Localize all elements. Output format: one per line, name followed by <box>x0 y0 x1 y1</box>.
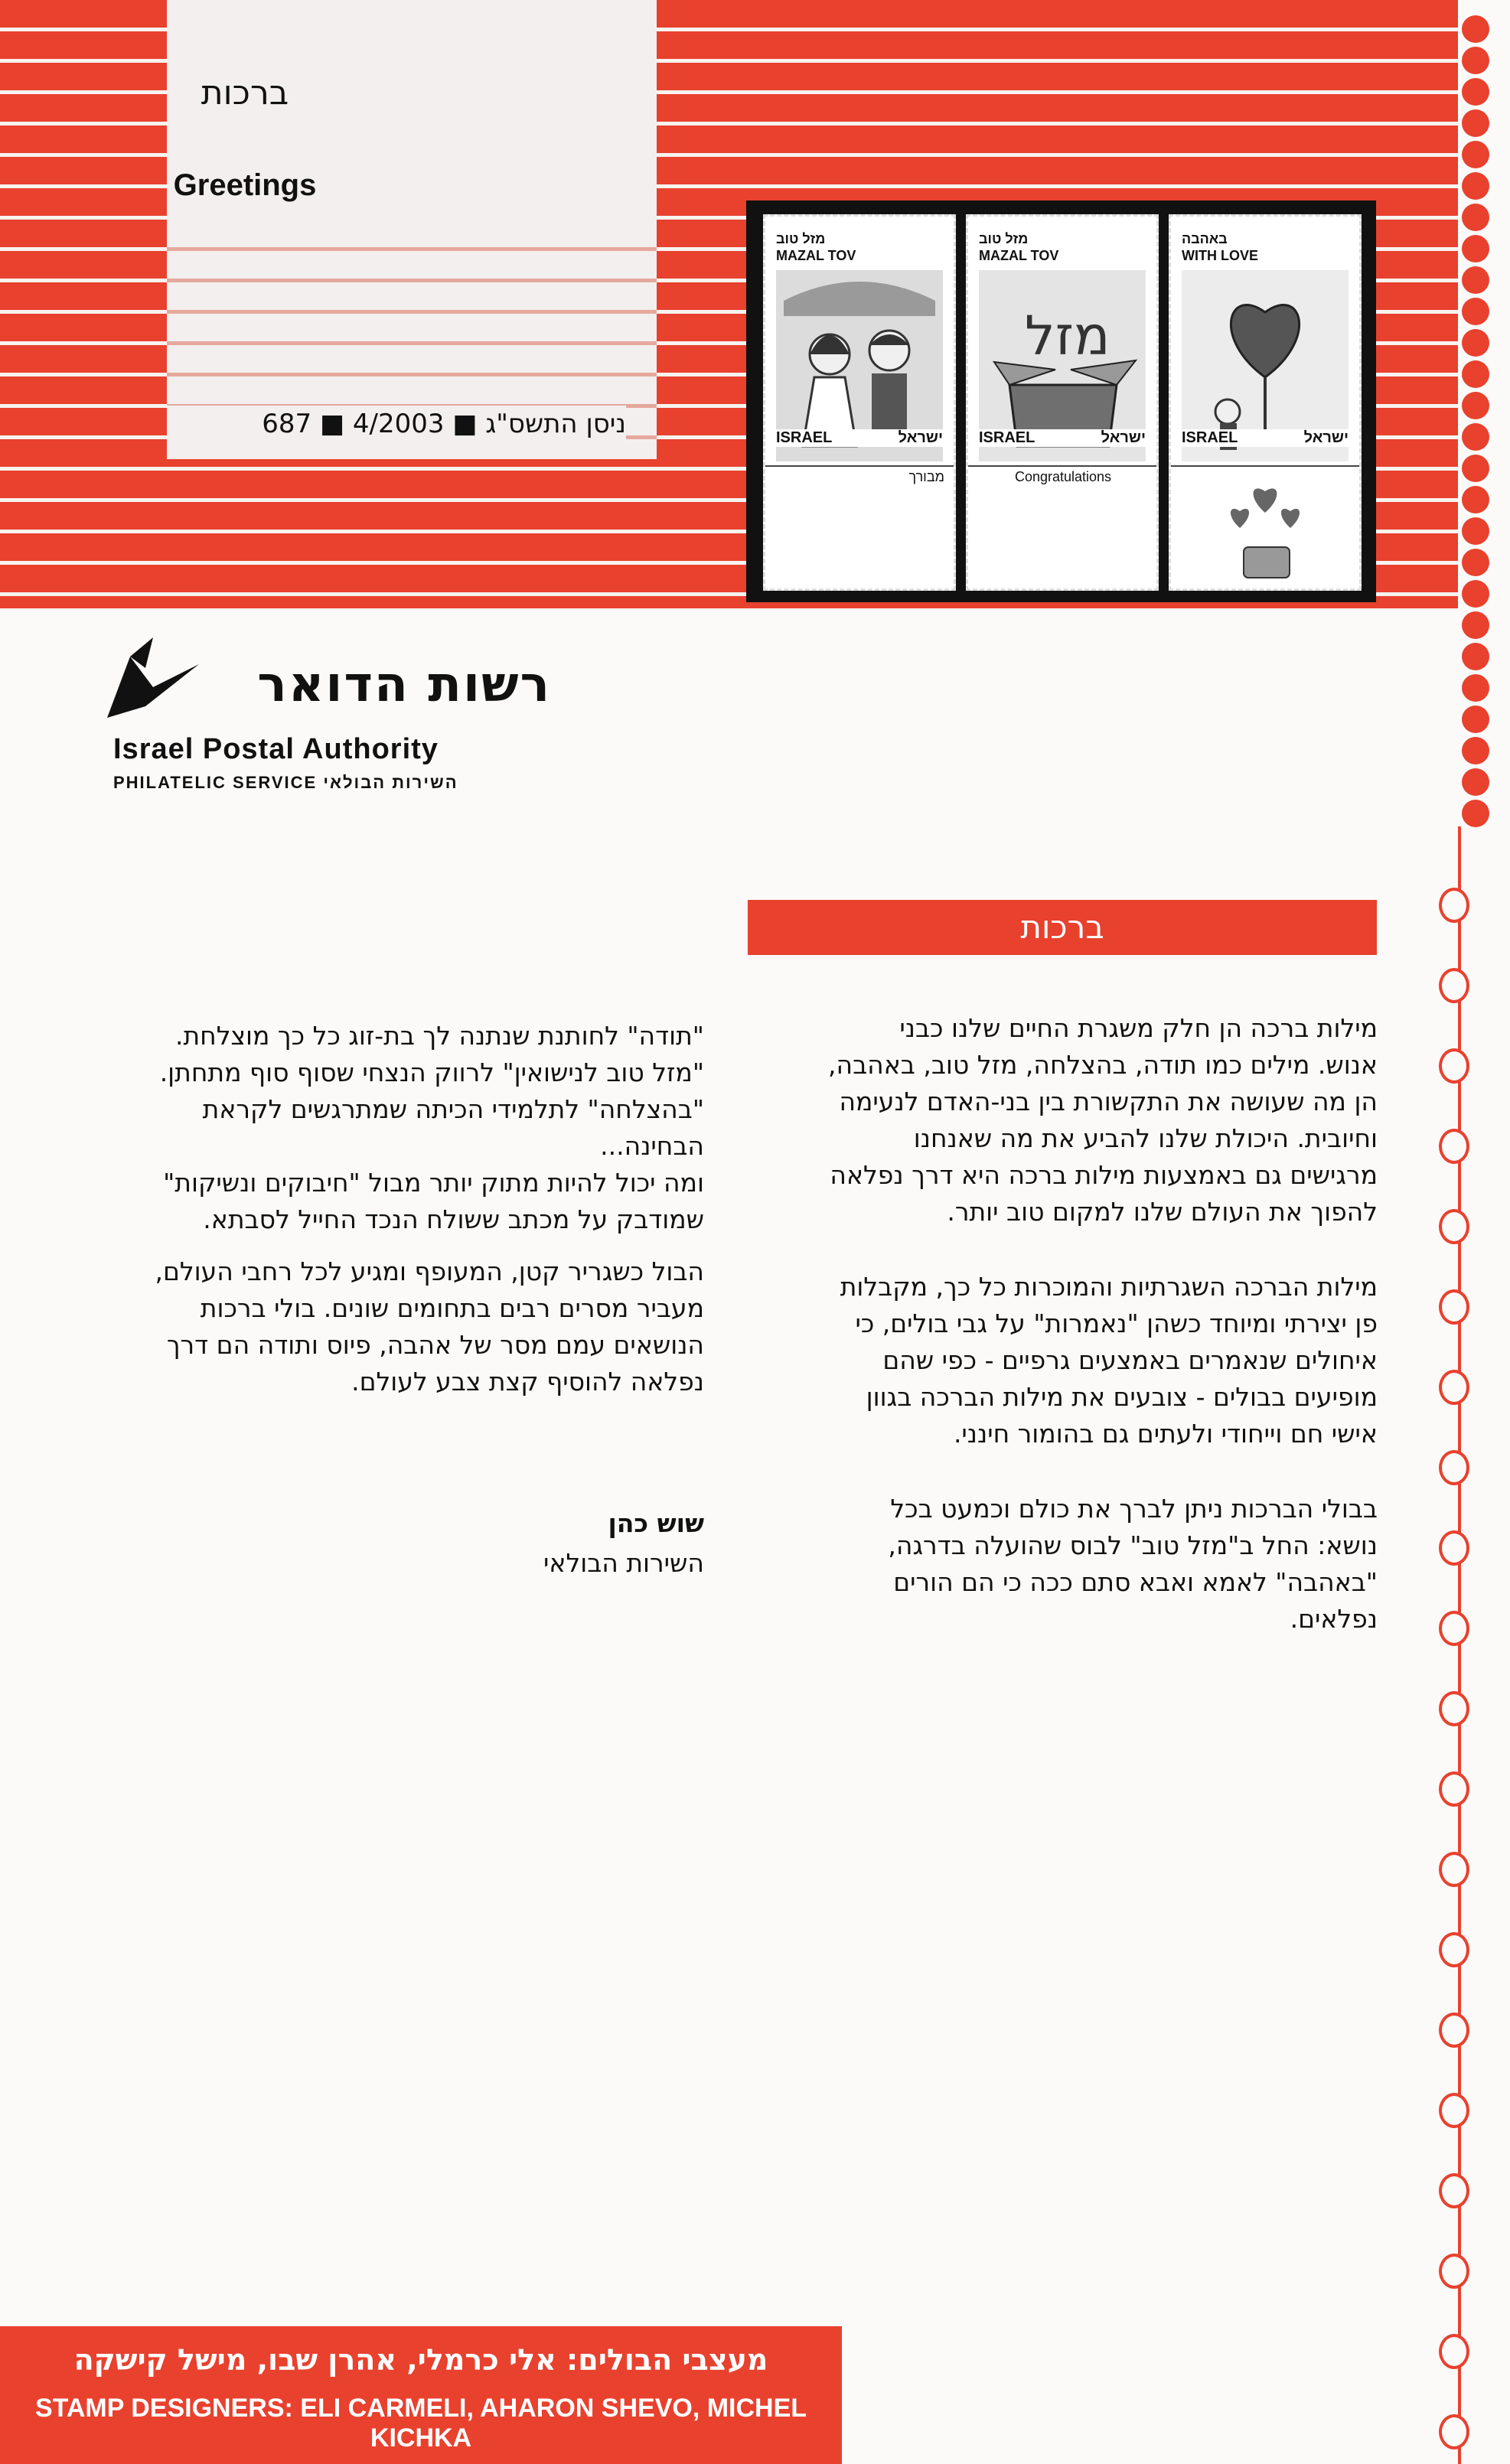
text-line: אנוש. מילים כמו תודה, בהצלחה, מזל טוב, באהבה, <box>828 1050 1378 1080</box>
perforation-notch <box>1439 2093 1469 2128</box>
perforation-dot <box>1462 392 1489 419</box>
perforation-notch <box>1439 1932 1469 1967</box>
signature-role: השירות הבולאי <box>543 1548 704 1578</box>
perforation-notch <box>1439 2414 1469 2449</box>
text-line: בבולי הברכות ניתן לברך את כולם וכמעט בכל <box>890 1494 1378 1524</box>
text-line: נושא: החל ב"מזל טוב" לבוס שהועלה בדרגה, <box>888 1530 1378 1560</box>
perforation-notch <box>1439 1209 1469 1244</box>
text-line: פן יצירתי ומיוחד כשהן "נאמרות" על גבי בולים, כי <box>855 1309 1378 1338</box>
perforation-dot <box>1462 266 1489 294</box>
perforation-notch <box>1439 2334 1469 2369</box>
perforation-notch <box>1439 1450 1469 1485</box>
paragraph <box>46 1253 704 1400</box>
text-line: הנושאים עמם מסר של אהבה, פיוס ותודה הם דרך <box>166 1330 704 1360</box>
perforation-notch <box>1439 1289 1469 1325</box>
stamp-tab <box>1171 465 1359 589</box>
issue-info: ניסן התשס"ג ■ 4/2003 ■ 687 <box>167 406 626 442</box>
perforation-dot <box>1462 517 1489 545</box>
perforation-notch <box>1439 1048 1469 1084</box>
text-line: "באהבה" לאמא ואבא סתם ככה כי הם הורים <box>893 1567 1378 1597</box>
stamp-label-en: MAZAL TOV <box>979 248 1059 263</box>
stamp-tab-text: מבורך <box>908 469 944 484</box>
text-line: מילות הברכה השגרתיות והמוכרות כל כך, מקבלות <box>840 1272 1378 1302</box>
perforation-dot <box>1462 329 1489 357</box>
text-line: הבול כשגריר קטן, המעופף ומגיע לכל רחבי העולם, <box>155 1256 704 1286</box>
perforation-notch <box>1439 1771 1469 1807</box>
stamp-country-he: ישראל <box>1101 429 1146 446</box>
stamp-with-love <box>1169 214 1362 591</box>
perforation-dot <box>1462 486 1489 513</box>
page-title-hebrew: ברכות <box>201 73 289 112</box>
text-line: "תודה" לחותנת שנתנה לך בת-זוג כל כך מוצלחת. <box>174 1021 704 1051</box>
perforation-dot <box>1462 706 1489 733</box>
text-line: שמודבק על מכתב ששולח הנכד החייל לסבתא. <box>203 1204 704 1234</box>
stamp-label-he: מזל טוב <box>776 231 826 246</box>
text-line: אישי חם וייחודי ולעתים גם בהומור חינני. <box>953 1419 1378 1449</box>
paragraph <box>712 1491 1378 1638</box>
perforation-notch <box>1439 1129 1469 1164</box>
stamp-country-en: ISRAEL <box>979 429 1035 446</box>
perforation-dot <box>1462 204 1489 231</box>
perforation-notch <box>1439 2013 1469 2048</box>
stamp-country-en: ISRAEL <box>776 429 833 446</box>
text-line: "מזל טוב לנישואין" לרווק הנצחי שסוף סוף מתחתן. <box>159 1058 704 1087</box>
stamp-label-he: מזל טוב <box>979 231 1029 246</box>
section-heading: ברכות <box>748 900 1377 955</box>
text-line: וחיובית. היכולת שלנו להביע את מה שאנחנו <box>913 1123 1378 1153</box>
perforation-dot <box>1462 737 1489 764</box>
perforation-dot <box>1462 611 1489 639</box>
text-line: הן מה שעושה את התקשורת בין בני-האדם לנעימה <box>839 1087 1378 1116</box>
text-line: להפוך את העולם שלנו למקום טוב יותר. <box>947 1197 1378 1227</box>
stamps-frame <box>746 200 1376 602</box>
perforation-notch <box>1439 2173 1469 2208</box>
stamp-mazal-tov-wedding <box>763 214 956 591</box>
perforation-dot <box>1462 800 1489 827</box>
perforation-dot <box>1462 674 1489 702</box>
title-panel <box>167 0 657 459</box>
perforation-dot <box>1462 78 1489 106</box>
perforation-dot <box>1462 298 1489 325</box>
logo-name-english: Israel Postal Authority <box>113 733 439 765</box>
designers-english: STAMP DESIGNERS: ELI CARMELI, AHARON SHEVO, MICHEL KICHKA <box>34 2394 807 2453</box>
svg-text:מזל: מזל <box>1025 305 1110 367</box>
perforation-dot <box>1462 643 1489 670</box>
perforation-notch <box>1439 1611 1469 1646</box>
text-line: נפלאה להוסיף קצת צבע לעולם. <box>351 1367 704 1397</box>
text-line: "בהצלחה" לתלמידי הכיתה שמתרגשים לקראת <box>202 1094 704 1124</box>
perforation-notch <box>1439 1530 1469 1566</box>
perforation-dot <box>1462 15 1489 43</box>
perforation-dot <box>1462 109 1489 137</box>
text-line: מופיעים בבולים - צובעים את מילות הברכה בגוון <box>866 1382 1378 1412</box>
perforation-dot <box>1462 580 1489 608</box>
signature-block <box>46 1504 704 1583</box>
perforation-dot <box>1462 47 1489 74</box>
stamp-mazal-tov-box <box>966 214 1159 591</box>
paragraph <box>46 1018 704 1238</box>
perforation-dot <box>1462 235 1489 262</box>
paragraph <box>712 1010 1378 1230</box>
perforation-notch <box>1439 968 1469 1003</box>
stamp-label-en: MAZAL TOV <box>776 248 856 263</box>
perforation-dot <box>1462 455 1489 482</box>
perforation-notch <box>1439 1691 1469 1726</box>
designers-hebrew: מעצבי הבולים: אלי כרמלי, אהרן שבו, מישל קישקה <box>73 2343 768 2377</box>
perforation-dot <box>1462 141 1489 168</box>
perforation-notch <box>1439 1852 1469 1887</box>
logo-name-hebrew: רשות הדואר <box>257 657 551 713</box>
text-line: איחולים שנאמרים באמצעים גרפיים - כפי שהם <box>882 1345 1378 1375</box>
stamp-label-en: WITH LOVE <box>1182 248 1258 263</box>
bird-logo-icon <box>99 634 207 725</box>
stamp-country-en: ISRAEL <box>1182 429 1238 446</box>
perforation-notch <box>1439 888 1469 923</box>
perforation-dot <box>1462 172 1489 200</box>
paragraph <box>712 1269 1378 1452</box>
text-line: מרגישים גם באמצעות מילות ברכה היא דרך נפלאה <box>830 1160 1378 1190</box>
stamp-country-he: ישראל <box>898 429 943 446</box>
article-left-column <box>46 1018 704 1439</box>
text-line: הבחינה... <box>600 1131 704 1161</box>
text-line: נפלאים. <box>1290 1604 1378 1634</box>
stamp-country-he: ישראל <box>1303 429 1349 446</box>
page-title-english: Greetings <box>173 168 317 202</box>
perforation-dot <box>1462 360 1489 388</box>
perforation-dot <box>1462 768 1489 796</box>
logo-service-line: PHILATELIC SERVICE השירות הבולאי <box>113 773 458 792</box>
text-line: מעביר מסרים רבים בתחומים שונים. בולי ברכות <box>200 1293 704 1323</box>
signature-name: שוש כהן <box>608 1508 704 1538</box>
text-line: ומה יכול להיות מתוק יותר מבול "חיבוקים ונשיקות" <box>163 1168 704 1198</box>
text-line: מילות ברכה הן חלק משגרת החיים שלנו כבני <box>899 1013 1378 1043</box>
perforation-notch <box>1439 2254 1469 2289</box>
stamp-tab-text: Congratulations <box>1014 469 1112 484</box>
stamp-label-he: באהבה <box>1182 231 1228 246</box>
article-right-column <box>712 1010 1378 1676</box>
perforation-notch <box>1439 1370 1469 1405</box>
perforation-dot <box>1462 423 1489 451</box>
perforation-dot <box>1462 549 1489 576</box>
